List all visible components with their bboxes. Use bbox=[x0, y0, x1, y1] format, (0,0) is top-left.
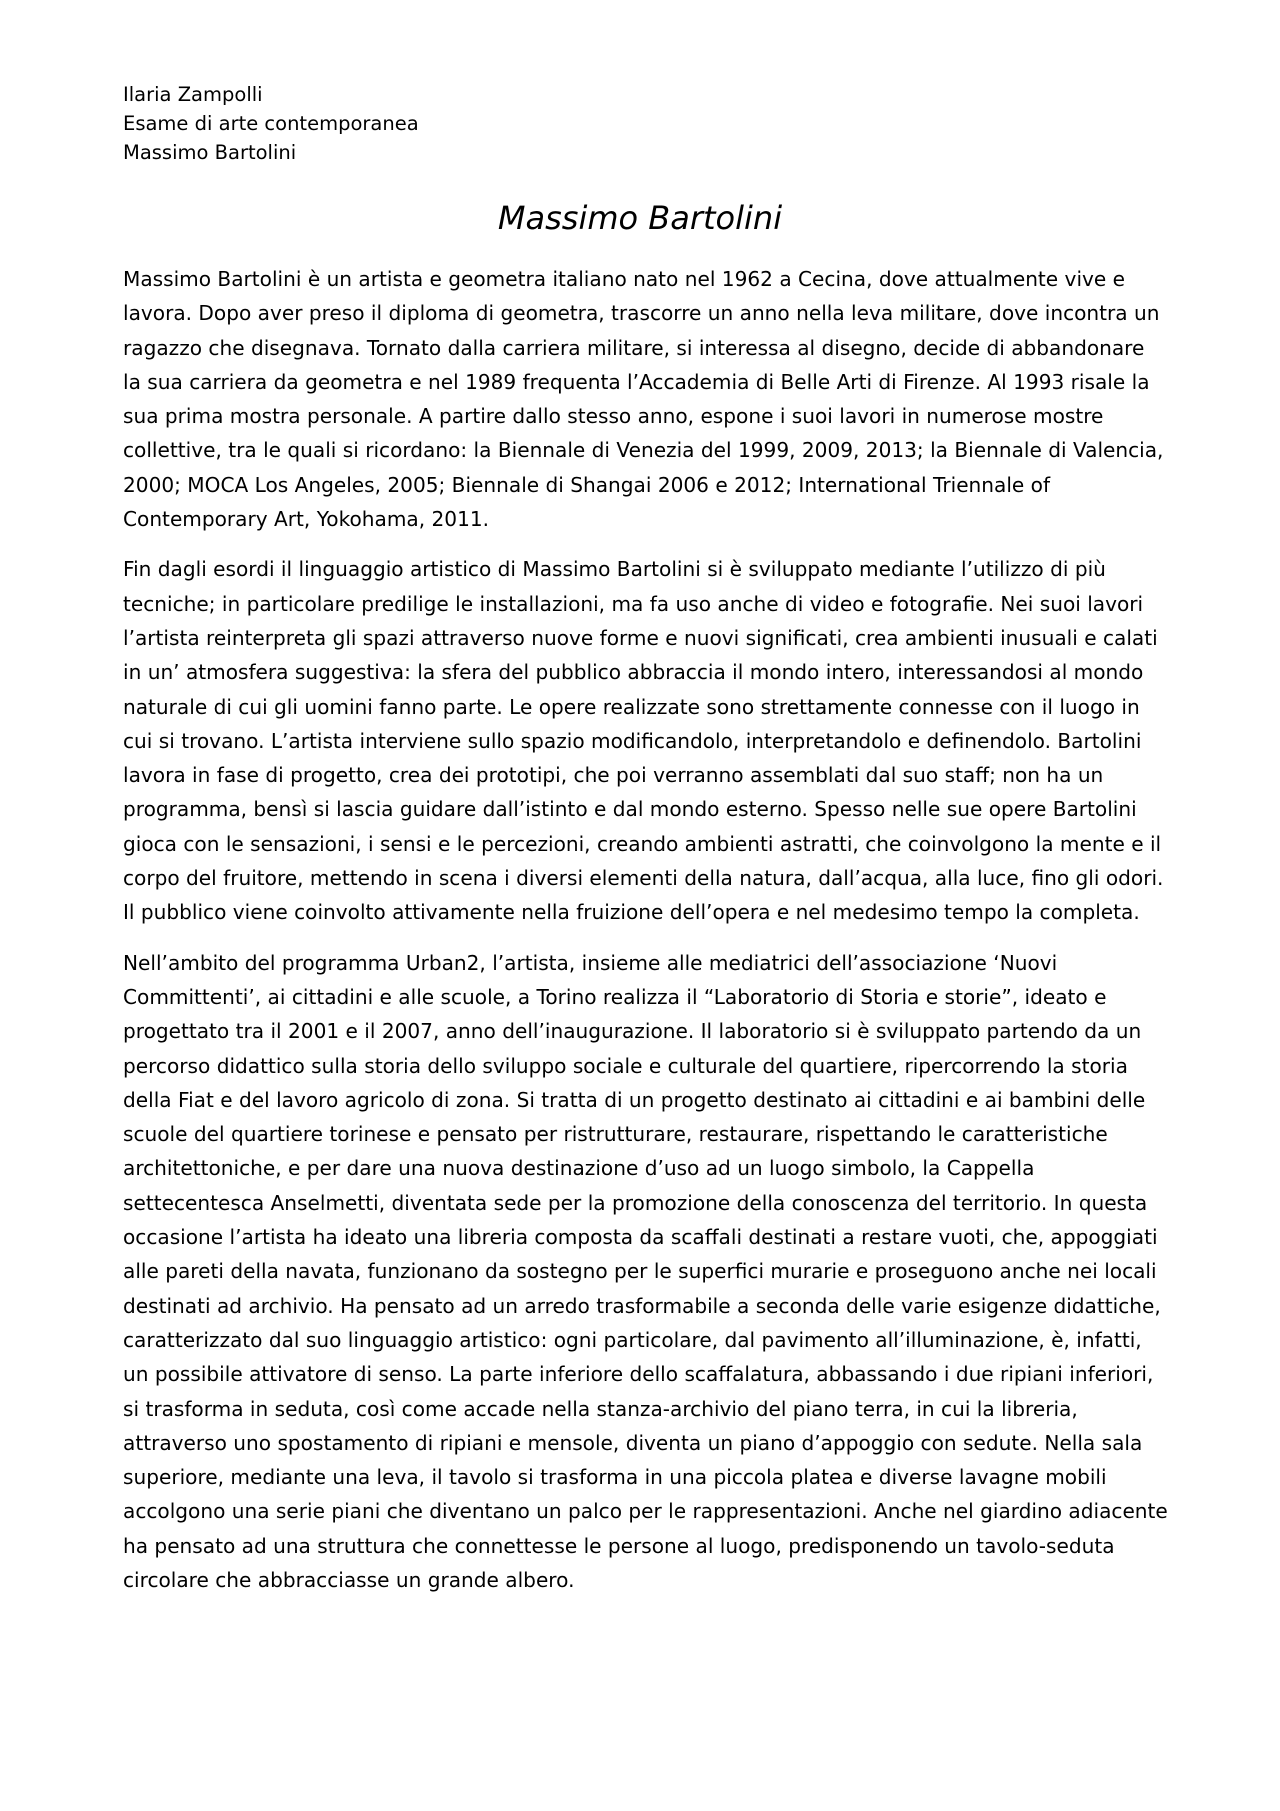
document-body bbox=[123, 262, 1168, 1613]
subject-name: Massimo Bartolini bbox=[123, 141, 297, 164]
paragraph-artistic-language: Fin dagli esordi il linguaggio artistico di Massimo Bartolini si è sviluppato mediante l’utilizzo di più tecniche; in particolare predilige le installazioni, ma fa uso anche di video e fotografie. Nei suoi lavori l’artista reinterpreta gli spazi attraverso nuove forme e nuovi significati, crea ambienti inusuali e calati in un’ atmosfera suggestiva: la sfera del pubblico abbraccia il mondo intero, interessandosi al mondo naturale di cui gli uomini fanno parte. Le opere realizzate sono strettamente connesse con il luogo in cui si trovano. L’artista interviene sullo spazio modificandolo, interpretandolo e definendolo. Bartolini lavora in fase di progetto, crea dei prototipi, che poi verranno assemblati dal suo staff; non ha un programma, bensì si lascia guidare dall’istinto e dal mondo esterno. Spesso nelle sue opere Bartolini gioca con le sensazioni, i sensi e le percezioni, creando ambienti astratti, che coinvolgono la mente e il corpo del fruitore, mettendo in scena i diversi elementi della natura, dall’acqua, alla luce, fino gli odori. Il pubblico viene coinvolto attivamente nella fruizione dell’opera e nel medesimo tempo la completa. bbox=[123, 557, 1164, 925]
author-name: Ilaria Zampolli bbox=[123, 83, 263, 106]
paragraph-urban2-project: Nell’ambito del programma Urban2, l’artista, insieme alle mediatrici dell’associazione ‘Nuovi Committenti’, ai cittadini e alle scuole, a Torino realizza il “Laboratorio di Storia e storie”, ideato e progettato tra il 2001 e il 2007, anno dell’inaugurazione. Il laboratorio si è sviluppato partendo da un percorso didattico sulla storia dello sviluppo sociale e culturale del quartiere, ripercorrendo la storia della Fiat e del lavoro agricolo di zona. Si tratta di un progetto destinato ai cittadini e ai bambini delle scuole del quartiere torinese e pensato per ristrutturare, restaurare, rispettando le caratteristiche architettoniche, e per dare una nuova destinazione d’uso ad un luogo simbolo, la Cappella settecentesca Anselmetti, diventata sede per la promozione della conoscenza del territorio. In questa occasione l’artista ha ideato una libreria composta da scaffali destinati a restare vuoti, che, appoggiati alle pareti della navata, funzionano da sostegno per le superfici murarie e proseguono anche nei locali destinati ad archivio. Ha pensato ad un arredo trasformabile a seconda delle varie esigenze didattiche, caratterizzato dal suo linguaggio artistico: ogni particolare, dal pavimento all’illuminazione, è, infatti, un possibile attivatore di senso. La parte inferiore dello scaffalatura, abbassando i due ripiani inferiori, si trasforma in seduta, così come accade nella stanza-archivio del piano terra, in cui la libreria, attraverso uno spostamento di ripiani e mensole, diventa un piano d’appoggio con sedute. Nella sala superiore, mediante una leva, il tavolo si trasforma in una piccola platea e diverse lavagne mobili accolgono una serie piani che diventano un palco per le rappresentazioni. Anche nel giardino adiacente ha pensato ad una struttura che connettesse le persone al luogo, predisponendo un tavolo-seduta circolare che abbracciasse un grande albero. bbox=[123, 950, 1168, 1592]
course-name: Esame di arte contemporanea bbox=[123, 112, 419, 135]
document-title: Massimo Bartolini bbox=[497, 199, 783, 237]
document-header bbox=[123, 80, 419, 167]
paragraph-biography: Massimo Bartolini è un artista e geometra italiano nato nel 1962 a Cecina, dove attualmente vive e lavora. Dopo aver preso il diploma di geometra, trascorre un anno nella leva militare, dove incontra un ragazzo che disegnava. Tornato dalla carriera militare, si interessa al disegno, decide di abbandonare la sua carriera da geometra e nel 1989 frequenta l’Accademia di Belle Arti di Firenze. Al 1993 risale la sua prima mostra personale. A partire dallo stesso anno, espone i suoi lavori in numerose mostre collettive, tra le quali si ricordano: la Biennale di Venezia del 1999, 2009, 2013; la Biennale di Valencia, 2000; MOCA Los Angeles, 2005; Biennale di Shangai 2006 e 2012; International Triennale of Contemporary Art, Yokohama, 2011. bbox=[123, 267, 1164, 532]
